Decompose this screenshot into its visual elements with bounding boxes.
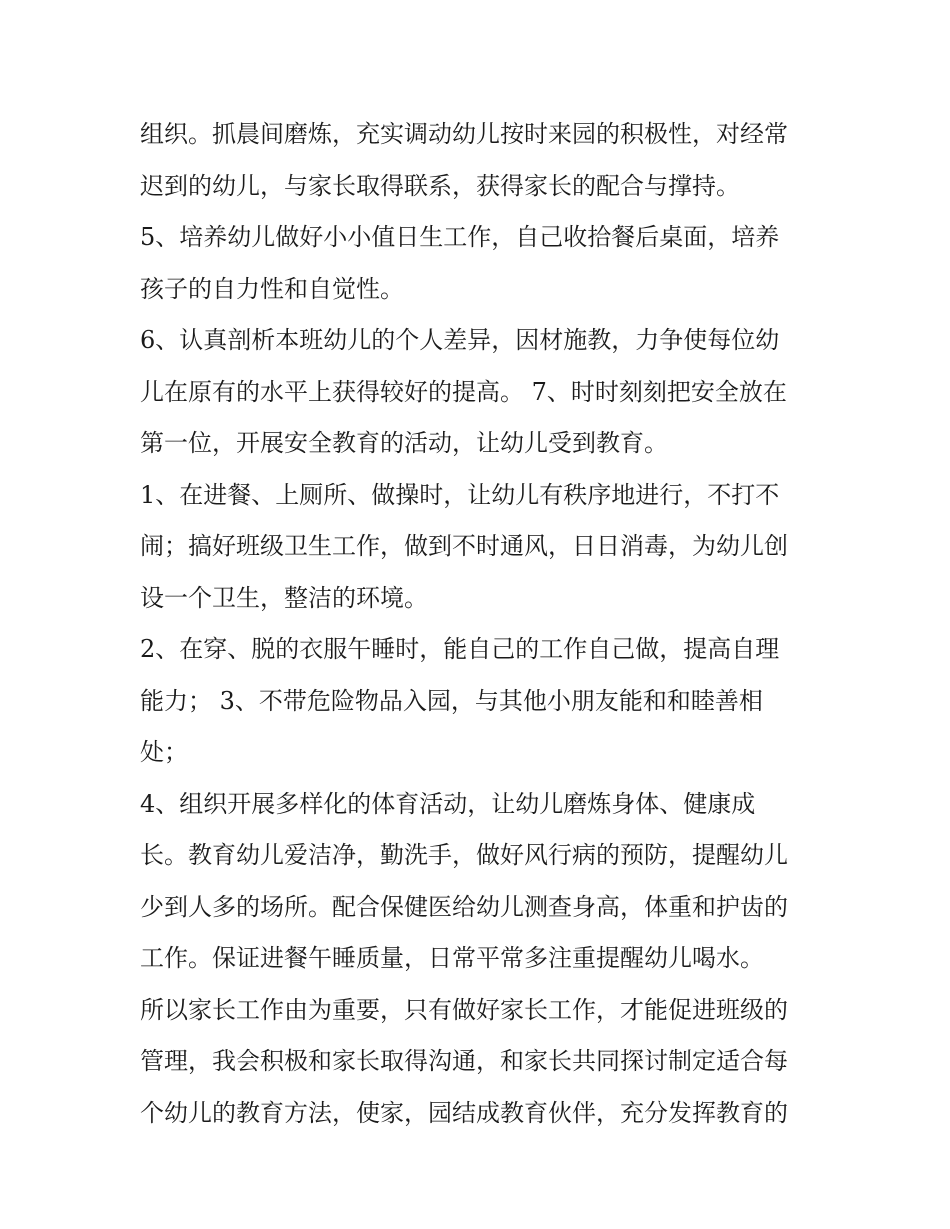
- document-body: [140, 109, 820, 1139]
- text-line: 迟到的幼儿，与家长取得联系，获得家长的配合与撑持。: [140, 171, 740, 200]
- text-line: 长。教育幼儿爱洁净，勤洗手，做好风行病的预防，提醒幼儿: [140, 841, 788, 869]
- text-line: 第一位，开展安全教育的活动，让幼儿受到教育。: [140, 429, 668, 457]
- text-line: 少到人多的场所。配合保健医给幼儿测查身高，体重和护齿的: [140, 892, 788, 921]
- text-line: 4、组织开展多样化的体育活动，让幼儿磨炼身体、健康成: [140, 789, 756, 818]
- text-line: 儿在原有的水平上获得较好的提高。 7、时时刻刻把安全放在: [140, 377, 787, 406]
- text-line: 6、认真剖析本班幼儿的个人差异，因材施教，力争使每位幼: [140, 326, 780, 354]
- text-line: 处；: [140, 738, 188, 766]
- text-line: 设一个卫生，整洁的环境。: [140, 583, 428, 612]
- text-line: 孩子的自力性和自觉性。: [140, 274, 404, 303]
- text-line: 5、培养幼儿做好小小值日生工作，自己收拾餐后桌面，培养: [140, 223, 780, 251]
- text-line: 能力； 3、不带危险物品入园，与其他小朋友能和和睦善相: [140, 686, 763, 715]
- text-line: 2、在穿、脱的衣服午睡时，能自己的工作自己做，提高自理: [140, 635, 780, 663]
- text-line: 个幼儿的教育方法，使家，园结成教育伙伴，充分发挥教育的: [140, 1098, 788, 1127]
- text-line: 所以家长工作由为重要，只有做好家长工作，才能促进班级的: [140, 995, 788, 1024]
- text-line: 闹；搞好班级卫生工作，做到不时通风，日日消毒，为幼儿创: [140, 532, 788, 560]
- text-line: 1、在进餐、上厕所、做操时，让幼儿有秩序地进行，不打不: [140, 480, 780, 509]
- text-line: 管理，我会积极和家长取得沟通，和家长共同探讨制定适合每: [140, 1047, 788, 1075]
- text-line: 工作。保证进餐午睡质量，日常平常多注重提醒幼儿喝水。: [140, 944, 764, 972]
- text-line: 组织。抓晨间磨炼，充实调动幼儿按时来园的积极性，对经常: [140, 120, 788, 148]
